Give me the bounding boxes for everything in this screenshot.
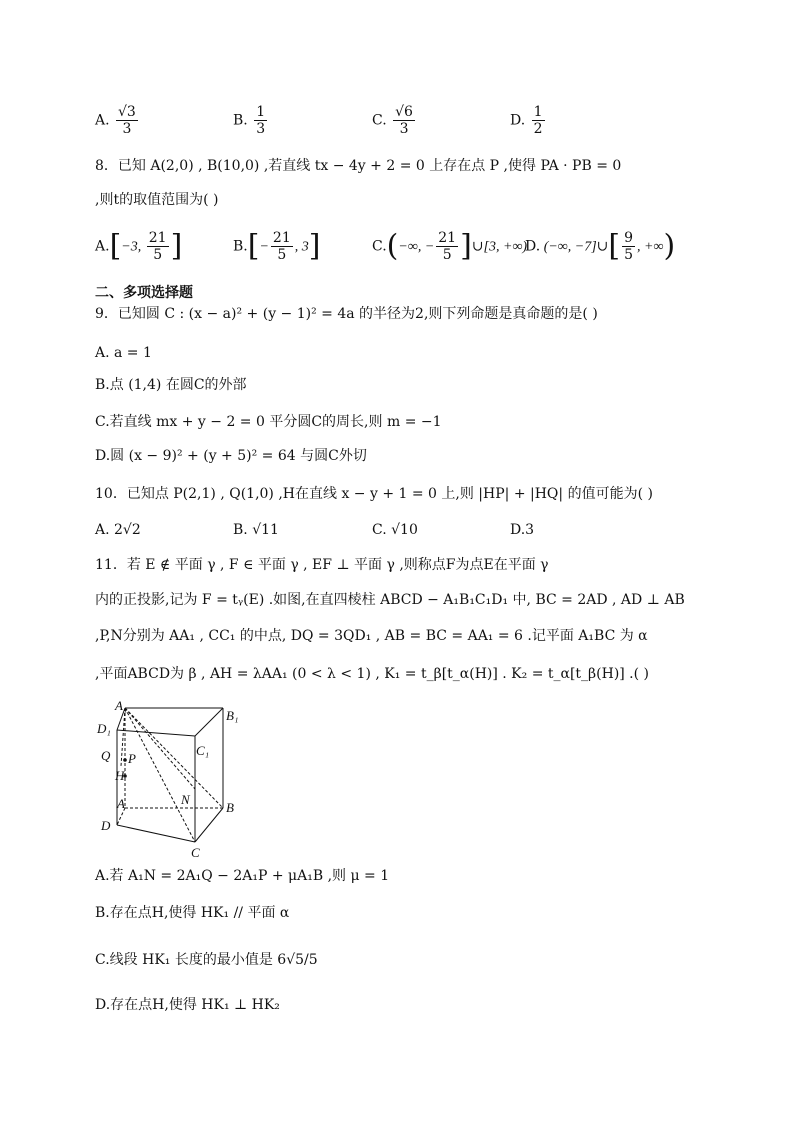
q8-option-b: B.[− $\frac{21}{5}$ , 3]: [233, 228, 321, 264]
section-title: 二、多项选择题: [95, 285, 193, 301]
q9-option-b: B.点 (1,4) 在圆C的外部: [95, 377, 247, 393]
label-n: N: [181, 792, 190, 807]
q7-option-d: D. $\frac{1}{2}$: [510, 104, 543, 137]
q10-option-c: C. √10: [372, 522, 418, 538]
label-b1: B₁: [226, 708, 239, 723]
label-h: H: [115, 768, 125, 783]
q11-option-b: B.存在点H,使得 HK₁ // 平面 α: [95, 905, 290, 921]
q8-stem-line1: 8．已知 A(2,0) , B(10,0) ,若直线 tx − 4y + 2 = 0 上存在点 P ,使得 PA · PB = 0: [95, 158, 622, 174]
q11-stem-line4: ,平面ABCD为 β , AH = λAA₁ (0 < λ < 1) , K₁ = t_β[t_α(H)] . K₂ = t_α[t_β(H)] .( ): [95, 666, 650, 682]
label-q: Q: [101, 748, 111, 763]
q10-stem: 10．已知点 P(2,1) , Q(1,0) ,H在直线 x − y + 1 = 0 上,则 |HP| + |HQ| 的值可能为( ): [95, 486, 653, 502]
q8-option-d: D. (−∞, −7]∪[ $\frac{9}{5}$ , +∞): [525, 228, 676, 264]
label-c1: C₁: [196, 743, 210, 758]
q7-option-b: B. $\frac{1}{3}$: [233, 104, 266, 137]
q11-option-a: A.若 A₁N = 2A₁Q − 2A₁P + μA₁B ,则 μ = 1: [95, 868, 390, 884]
label-d: D: [101, 818, 111, 833]
label-d1: D₁: [97, 721, 111, 736]
q10-option-d: D.3: [510, 522, 535, 538]
q7-option-c: C. $\frac{√6}{3}$: [372, 104, 413, 137]
prism-figure: [95, 700, 255, 860]
label-p: P: [128, 751, 136, 766]
q8-stem-line2: ,则t的取值范围为( ): [95, 192, 219, 208]
q11-option-c: C.线段 HK₁ 长度的最小值是 6√5/5: [95, 952, 318, 968]
q11-stem-line3: ,P,N分别为 AA₁ , CC₁ 的中点, DQ = 3QD₁ , AB = BC = AA₁ = 6 .记平面 A₁BC 为 α: [95, 628, 648, 644]
label-a1: A₁: [115, 700, 128, 713]
q8-option-a: A.[−3, $\frac{21}{5}$ ]: [95, 228, 183, 264]
q9-option-d: D.圆 (x − 9)² + (y + 5)² = 64 与圆C外切: [95, 448, 367, 464]
q10-option-a: A. 2√2: [95, 522, 141, 538]
q9-option-a: A. a = 1: [95, 345, 152, 361]
q7-option-a: A. $\frac{√3}{3}$: [95, 104, 136, 137]
label-c: C: [191, 845, 200, 860]
q11-stem-line2: 内的正投影,记为 F = tᵧ(E) .如图,在直四棱柱 ABCD − A₁B₁C₁D₁ 中, BC = 2AD , AD ⊥ AB: [95, 592, 685, 608]
q11-option-d: D.存在点H,使得 HK₁ ⊥ HK₂: [95, 997, 280, 1013]
q9-stem: 9．已知圆 C : (x − a)² + (y − 1)² = 4a 的半径为2,则下列命题是真命题的是( ): [95, 306, 598, 322]
point-p: [123, 758, 127, 762]
label-b: B: [226, 800, 234, 815]
q9-option-c: C.若直线 mx + y − 2 = 0 平分圆C的周长,则 m = −1: [95, 414, 442, 430]
q8-option-c: C.(−∞, − $\frac{21}{5}$ ]∪[3, +∞): [372, 228, 528, 264]
q10-option-b: B. √11: [233, 522, 279, 538]
label-a: A: [117, 796, 125, 811]
q11-stem-line1: 11．若 E ∉ 平面 γ , F ∈ 平面 γ , EF ⊥ 平面 γ ,则称点F为点E在平面 γ: [95, 557, 549, 573]
